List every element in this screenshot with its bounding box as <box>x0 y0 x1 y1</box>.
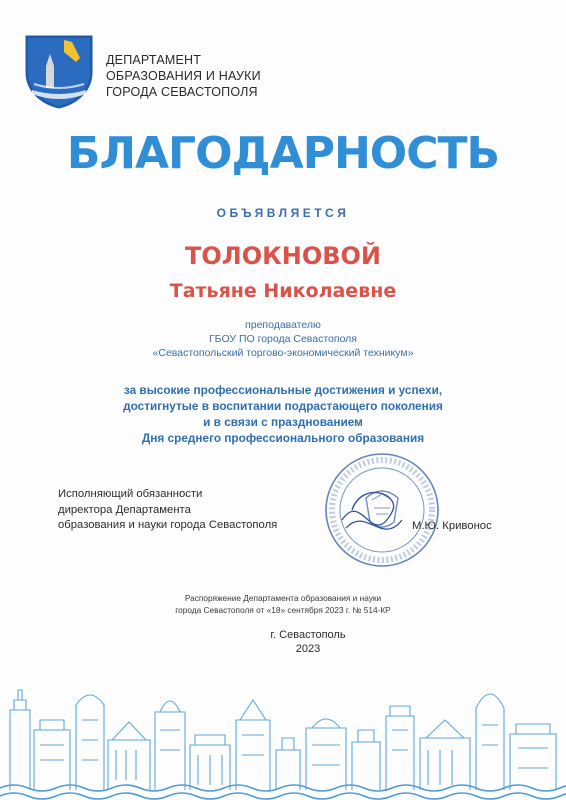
recipient-position: преподавателю ГБОУ ПО города Севастополя «Севастопольский торгово-экономический техникум» <box>152 319 414 359</box>
recipient-surname: ТОЛОКНОВОЙ <box>185 242 381 270</box>
year: 2023 <box>295 643 321 655</box>
order-reference: Распоряжение Департамента образования и науки города Севастополя от «18» сентября 2023 г. № 514-КР <box>175 593 391 615</box>
recipient-names: Татьяне Николаевне <box>169 280 397 302</box>
city-name: г. Севастополь <box>270 629 346 641</box>
award-reason: за высокие профессиональные достижения и успехи, достигнутые в воспитании подрастающего поколения и в связи с празднованием Дня среднего профессионального образования <box>123 383 443 445</box>
sevastopol-crest-icon <box>20 32 98 110</box>
announce-text: ОБЪЯВЛЯЕТСЯ <box>216 206 350 220</box>
official-seal-stamp <box>322 450 442 570</box>
signatory-name: М.Ю. Кривонос <box>412 520 492 532</box>
city-skyline-illustration <box>0 650 566 800</box>
department-name: ДЕПАРТАМЕНТ ОБРАЗОВАНИЯ И НАУКИ ГОРОДА СЕВАСТОПОЛЯ <box>106 53 261 99</box>
certificate-title: БЛАГОДАРНОСТЬ <box>66 128 500 179</box>
signatory-role: Исполняющий обязанности директора Департамента образования и науки города Севастополя <box>58 488 278 531</box>
